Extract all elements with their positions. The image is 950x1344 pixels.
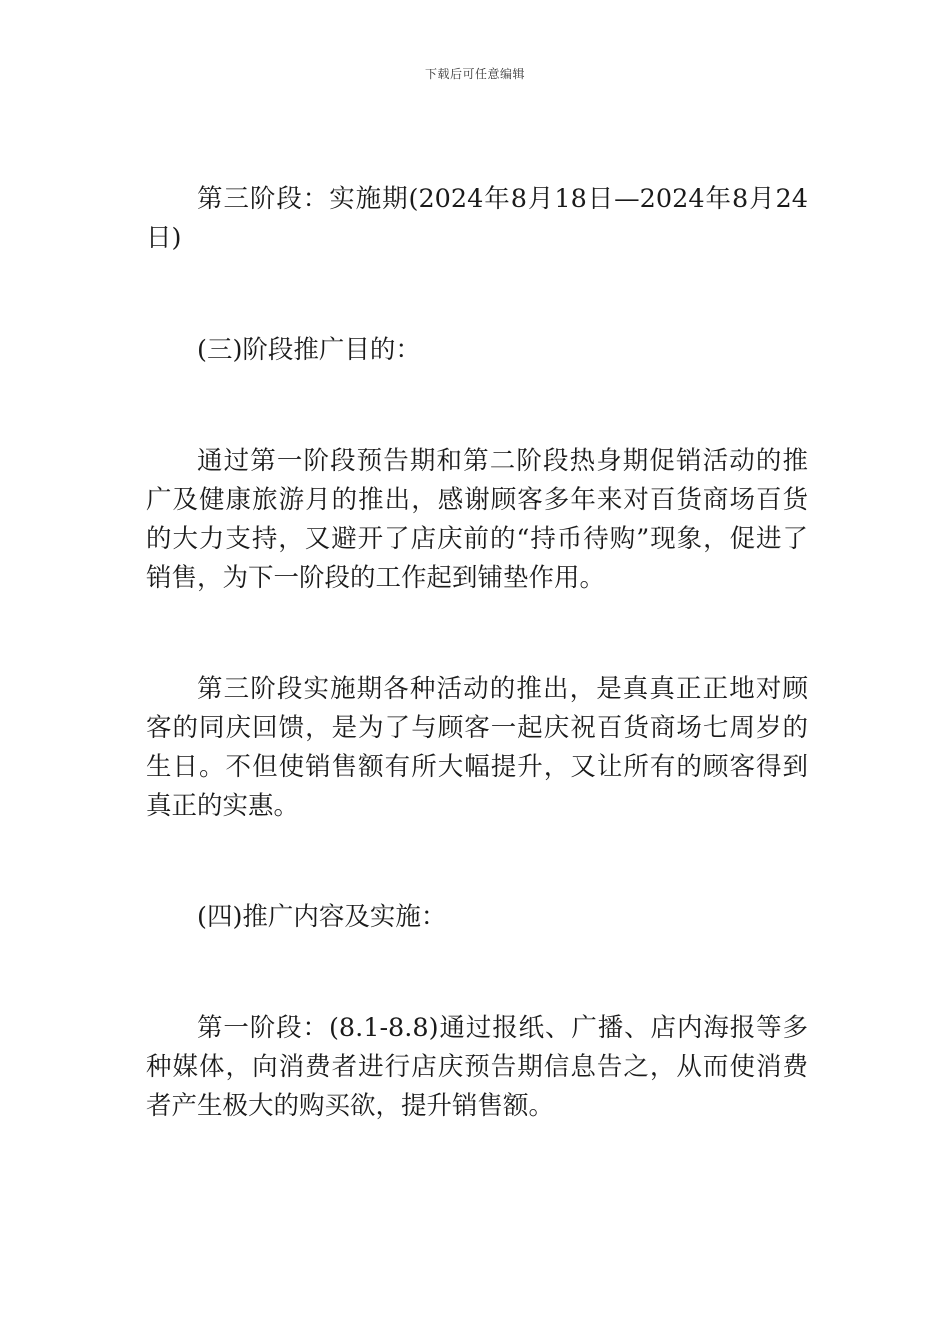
paragraph-phase-one-promotion: 第一阶段：(8.1-8.8)通过报纸、广播、店内海报等多种媒体，向消费者进行店庆预告期信息告之，从而使消费者产生极大的购买欲，提升销售额。 xyxy=(146,1013,808,1121)
section-heading-promotion-content: (四)推广内容及实施： xyxy=(197,902,447,932)
section-heading-stage-goals: (三)阶段推广目的： xyxy=(197,335,421,365)
paragraph-stage-goals-summary: 通过第一阶段预告期和第二阶段热身期促销活动的推广及健康旅游月的推出，感谢顾客多年来对百货商场百货的大力支持，又避开了店庆前的“持币待购”现象，促进了销售，为下一阶段的工作起到铺垫作用。 xyxy=(146,446,808,593)
paragraph-phase-three-period: 第三阶段：实施期(2024年8月18日—2024年8月24日) xyxy=(146,184,808,253)
page-header: 下载后可任意编辑 xyxy=(424,67,525,81)
document-body xyxy=(146,180,808,1126)
paragraph-phase-three-activities: 第三阶段实施期各种活动的推出，是真真正正地对顾客的同庆回馈，是为了与顾客一起庆祝百货商场七周岁的生日。不但使销售额有所大幅提升，又让所有的顾客得到真正的实惠。 xyxy=(146,674,808,821)
